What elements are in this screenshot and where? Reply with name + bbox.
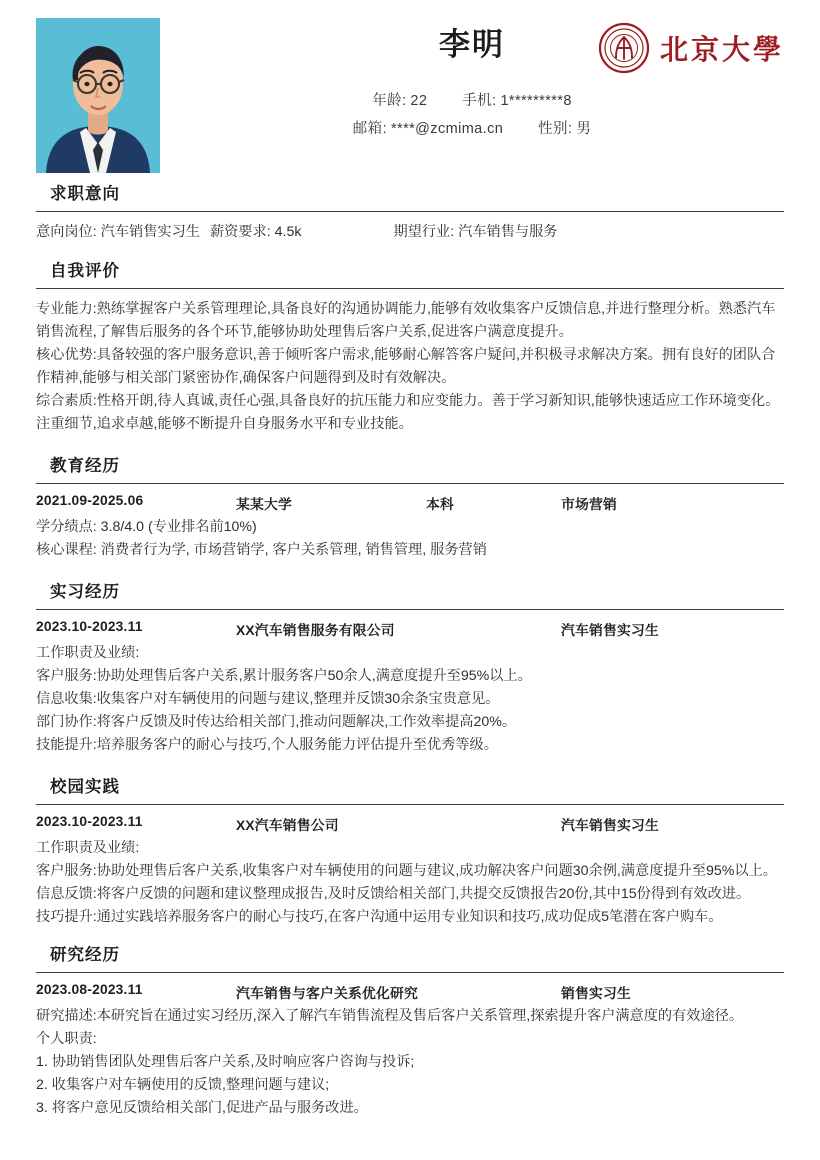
education-degree: 本科 <box>426 497 454 512</box>
internship-entry-header <box>36 619 784 639</box>
education-gpa-value: 3.8/4.0 (专业排名前10%) <box>100 519 257 535</box>
contact-email-label: 邮箱: <box>352 120 388 137</box>
section-education <box>36 452 784 562</box>
section-divider <box>36 972 784 973</box>
internship-bullet: 技能提升:培养服务客户的耐心与技巧,个人服务能力评估提升至优秀等级。 <box>36 737 498 753</box>
job-intent-salary <box>210 221 301 241</box>
research-date: 2023.08-2023.11 <box>36 982 143 997</box>
self-eval-paragraph: 综合素质:性格开朗,待人真诚,责任心强,具备良好的抗压能力和应变能力。善于学习新知识,能够快速适应工作环境变化。注重细节,追求卓越,能够不断提升自身服务水平和专业技能。 <box>36 393 780 432</box>
candidate-photo <box>36 18 160 173</box>
resume-header <box>36 0 784 178</box>
section-divider <box>36 288 784 289</box>
section-divider <box>36 804 784 805</box>
contact-phone-value: 1*********8 <box>500 93 572 110</box>
internship-bullet: 客户服务:协助处理售后客户关系,累计服务客户50余人,满意度提升至95%以上。 <box>36 668 532 684</box>
research-description <box>36 1005 784 1028</box>
research-role: 销售实习生 <box>561 986 631 1001</box>
education-date: 2021.09-2025.06 <box>36 493 144 508</box>
section-title-research: 研究经历 <box>50 946 120 964</box>
education-major: 市场营销 <box>561 497 617 512</box>
education-courses-value: 消费者行为学, 市场营销学, 客户关系管理, 销售管理, 服务营销 <box>100 542 487 558</box>
internship-company: XX汽车销售服务有限公司 <box>236 623 395 638</box>
section-research <box>36 941 784 1120</box>
contact-gender-label: 性别: <box>538 120 573 137</box>
section-self-evaluation <box>36 257 784 436</box>
section-title-education: 教育经历 <box>50 457 120 475</box>
section-job-intent <box>36 180 784 241</box>
research-duty-item: 3. 将客户意见反馈给相关部门,促进产品与服务改进。 <box>36 1100 368 1116</box>
job-intent-salary-value: 4.5k <box>274 224 302 240</box>
job-intent-industry-value: 汽车销售与服务 <box>458 224 558 240</box>
education-gpa-label: 学分绩点: <box>36 519 97 535</box>
campus-bullet: 客户服务:协助处理售后客户关系,收集客户对车辆使用的问题与建议,成功解决客户问题30余例,满意度提升至95%以上。 <box>36 863 777 879</box>
contact-age-label: 年龄: <box>372 93 407 110</box>
research-topic: 汽车销售与客户关系优化研究 <box>236 986 418 1001</box>
job-intent-position-label: 意向岗位: <box>36 224 97 240</box>
campus-bullet: 信息反馈:将客户反馈的问题和建议整理成报告,及时反馈给相关部门,共提交反馈报告20份,其中15份得到有效改进。 <box>36 886 751 902</box>
research-duties-label: 个人职责: <box>36 1031 97 1047</box>
university-logo <box>598 22 784 74</box>
internship-role: 汽车销售实习生 <box>561 623 659 638</box>
education-school: 某某大学 <box>236 497 292 512</box>
contact-phone-label: 手机: <box>462 93 497 110</box>
education-courses-label: 核心课程: <box>36 542 97 558</box>
university-seal-icon <box>598 22 650 74</box>
research-duty-item: 1. 协助销售团队处理售后客户关系,及时响应客户咨询与投诉; <box>36 1054 415 1070</box>
campus-date: 2023.10-2023.11 <box>36 814 143 829</box>
section-campus-practice <box>36 773 784 929</box>
research-description-label: 研究描述: <box>36 1008 97 1024</box>
research-description-value: 本研究旨在通过实习经历,深入了解汽车销售流程及售后客户关系管理,探索提升客户满意度的有效途径。 <box>96 1008 744 1024</box>
internship-date: 2023.10-2023.11 <box>36 619 143 634</box>
candidate-name: 李明 <box>439 27 505 62</box>
campus-entry-header <box>36 814 784 834</box>
self-evaluation-body <box>36 298 784 436</box>
campus-bullet: 技巧提升:通过实践培养服务客户的耐心与技巧,在客户沟通中运用专业知识和技巧,成功促成5笔潜在客户购车。 <box>36 909 723 925</box>
contact-row-2 <box>160 116 784 144</box>
section-internship <box>36 578 784 757</box>
internship-bullet: 部门协作:将客户反馈及时传达给相关部门,推动问题解决,工作效率提高20%。 <box>36 714 517 730</box>
section-divider <box>36 211 784 212</box>
education-gpa <box>36 516 784 539</box>
self-eval-paragraph: 核心优势:具备较强的客户服务意识,善于倾听客户需求,能够耐心解答客户疑问,并积极寻求解决方案。拥有良好的团队合作精神,能够与相关部门紧密协作,确保客户问题得到及时有效解决。 <box>36 347 776 386</box>
job-intent-industry-label: 期望行业: <box>393 224 455 240</box>
contact-age <box>372 93 427 109</box>
contact-gender <box>538 121 591 137</box>
section-title-internship: 实习经历 <box>50 583 120 601</box>
campus-duties-label: 工作职责及业绩: <box>36 840 140 856</box>
internship-duties-label: 工作职责及业绩: <box>36 645 140 661</box>
contact-row-1 <box>160 88 784 116</box>
job-intent-position <box>36 221 200 241</box>
research-duty-item: 2. 收集客户对车辆使用的反馈,整理问题与建议; <box>36 1077 330 1093</box>
section-divider <box>36 483 784 484</box>
job-intent-position-value: 汽车销售实习生 <box>100 224 200 240</box>
section-title-self-evaluation: 自我评价 <box>50 262 120 280</box>
contact-email <box>353 121 503 137</box>
contact-phone <box>462 93 572 109</box>
contact-gender-value: 男 <box>576 120 592 137</box>
university-logo-text: 北京大學 <box>659 35 784 66</box>
research-entry-header <box>36 982 784 1002</box>
job-intent-row <box>36 221 784 241</box>
internship-bullet: 信息收集:收集客户对车辆使用的问题与建议,整理并反馈30余条宝贵意见。 <box>36 691 500 707</box>
section-title-job-intent: 求职意向 <box>50 185 120 203</box>
section-divider <box>36 609 784 610</box>
contact-email-value: ****@zcmima.cn <box>391 120 504 137</box>
campus-company: XX汽车销售公司 <box>236 818 339 833</box>
education-courses <box>36 539 784 562</box>
job-intent-industry <box>393 221 557 241</box>
job-intent-salary-label: 薪资要求: <box>209 224 271 240</box>
education-entry-header <box>36 493 784 513</box>
portrait-illustration <box>36 18 160 173</box>
contact-age-value: 22 <box>410 93 428 110</box>
section-title-campus-practice: 校园实践 <box>50 778 120 796</box>
self-eval-paragraph: 专业能力:熟练掌握客户关系管理理论,具备良好的沟通协调能力,能够有效收集客户反馈信息,并进行整理分析。熟悉汽车销售流程,了解售后服务的各个环节,能够协助处理售后客户关系,促进客户满意度提升。 <box>36 301 776 340</box>
campus-role: 汽车销售实习生 <box>561 818 659 833</box>
